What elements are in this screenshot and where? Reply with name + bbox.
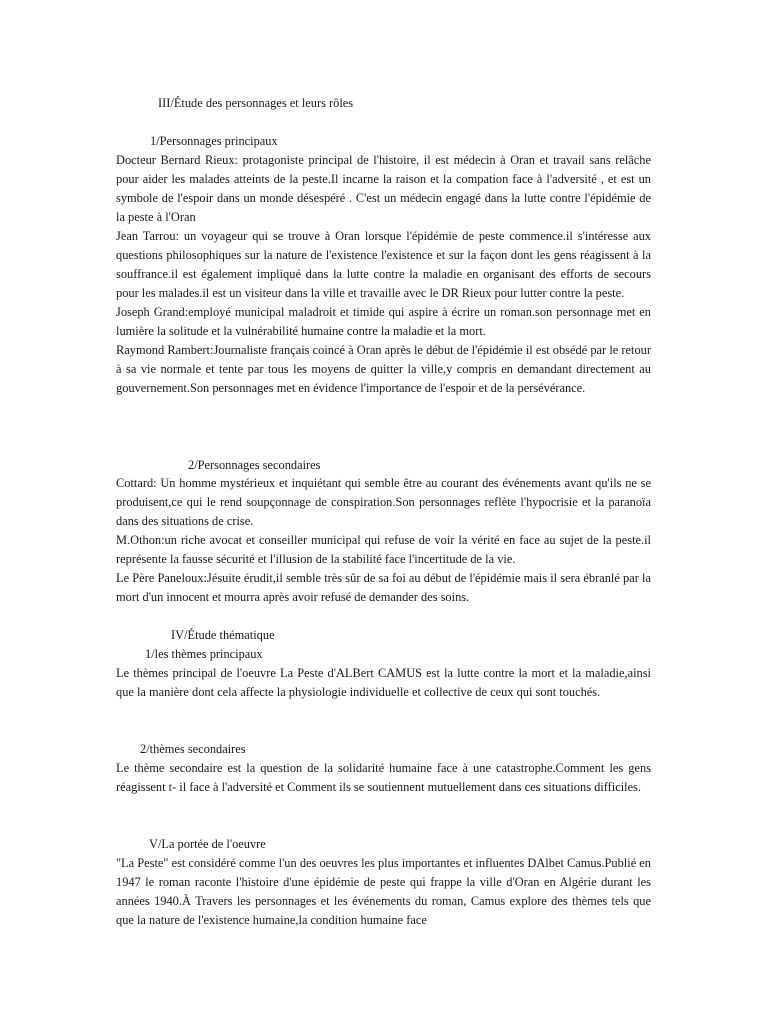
paragraph-group-themes-principaux <box>116 664 651 702</box>
paragraph-rambert: Raymond Rambert:Journaliste français coincé à Oran après le début de l'épidémie il est obsédé par le retour à sa vie normale et tente par tous les moyens de quitter la ville,y compris en demandant directement au gouvernement.Son personnages met en évidence l'importance de l'espoir et de la persévérance. <box>116 343 651 395</box>
paragraph-theme-principal: Le thèmes principal de l'oeuvre La Peste d'ALBert CAMUS est la lutte contre la mort et la maladie,ainsi que la manière dont cela affecte la physiologie individuelle et collective de ceux qui sont touchés. <box>116 666 651 699</box>
paragraph-grand: Joseph Grand:employé municipal maladroit et timide qui aspire à écrire un roman.son personnage met en lumière la solitude et la vulnérabilité humaine contre la maladie et la mort. <box>116 305 651 338</box>
section-heading-v: V/La portée de l'oeuvre <box>149 837 266 851</box>
paragraph-othon: M.Othon:un riche avocat et conseiller municipal qui refuse de voir la vérité en face au sujet de la peste.il représente la fausse sécurité et l'illusion de la stabilité face l'incertitude de la vie. <box>116 533 651 566</box>
paragraph-portee: "La Peste" est considéré comme l'un des oeuvres les plus importantes et influentes DAlbet Camus.Publié en 1947 le roman raconte l'histoire d'une épidémie de peste qui frappe la ville d'Oran en Algérie durant les années 1940.À Travers les personnages et les événements du roman, Camus explore des thèmes tels que que la nature de l'existence humaine,la condition humaine face <box>116 856 651 927</box>
subheading-personnages-principaux: 1/Personnages principaux <box>150 134 278 148</box>
subheading-themes-secondaires: 2/thèmes secondaires <box>140 742 246 756</box>
paragraph-group-principaux <box>116 151 651 398</box>
paragraph-theme-secondaire: Le thème secondaire est la question de la solidarité humaine face à une catastrophe.Comment les gens réagissent t- il face à l'adversité et Comment ils se soutiennent mutuellement dans ces situations difficiles. <box>116 761 651 794</box>
paragraph-paneloux: Le Père Paneloux:Jésuite érudit,il semble très sûr de sa foi au début de l'épidémie mais il sera ébranlé par la mort d'un innocent et mourra après avoir refusé de demander des soins. <box>116 571 651 604</box>
paragraph-group-secondaires <box>116 474 651 607</box>
section-heading-iii: III/Étude des personnages et leurs rôles <box>158 96 354 110</box>
subheading-personnages-secondaires: 2/Personnages secondaires <box>188 458 321 472</box>
paragraph-tarrou: Jean Tarrou: un voyageur qui se trouve à Oran lorsque l'épidémie de peste commence.il s'intéresse aux questions philosophiques sur la nature de l'existence l'existence et sur la façon dont les gens réagissent à la souffrance.il est également impliqué dans la lutte contre la maladie en organisant des efforts de secours pour les malades.il est un visiteur dans la ville et travaille avec le DR Rieux pour lutter contre la peste. <box>116 229 651 300</box>
paragraph-group-portee <box>116 854 651 930</box>
paragraph-rieux: Docteur Bernard Rieux: protagoniste principal de l'histoire, il est médecin à Oran et travail sans relâche pour aider les malades atteints de la peste.Il incarne la raison et la compation face à l'adversité , et est un symbole de l'espoir dans un monde désespéré . C'est un médecin engagé dans la lutte contre l'épidémie de la peste à l'Oran <box>116 153 651 224</box>
subheading-themes-principaux: 1/les thèmes principaux <box>145 647 263 661</box>
section-heading-iv: IV/Étude thématique <box>171 628 275 642</box>
paragraph-group-themes-secondaires <box>116 759 651 797</box>
paragraph-cottard: Cottard: Un homme mystérieux et inquiétant qui semble être au courant des événements avant qu'ils ne se produisent,ce qui le rend soupçonnage de conspiration.Son personnages reflète l'hypocrisie et la paranoïa dans des situations de crise. <box>116 476 651 528</box>
